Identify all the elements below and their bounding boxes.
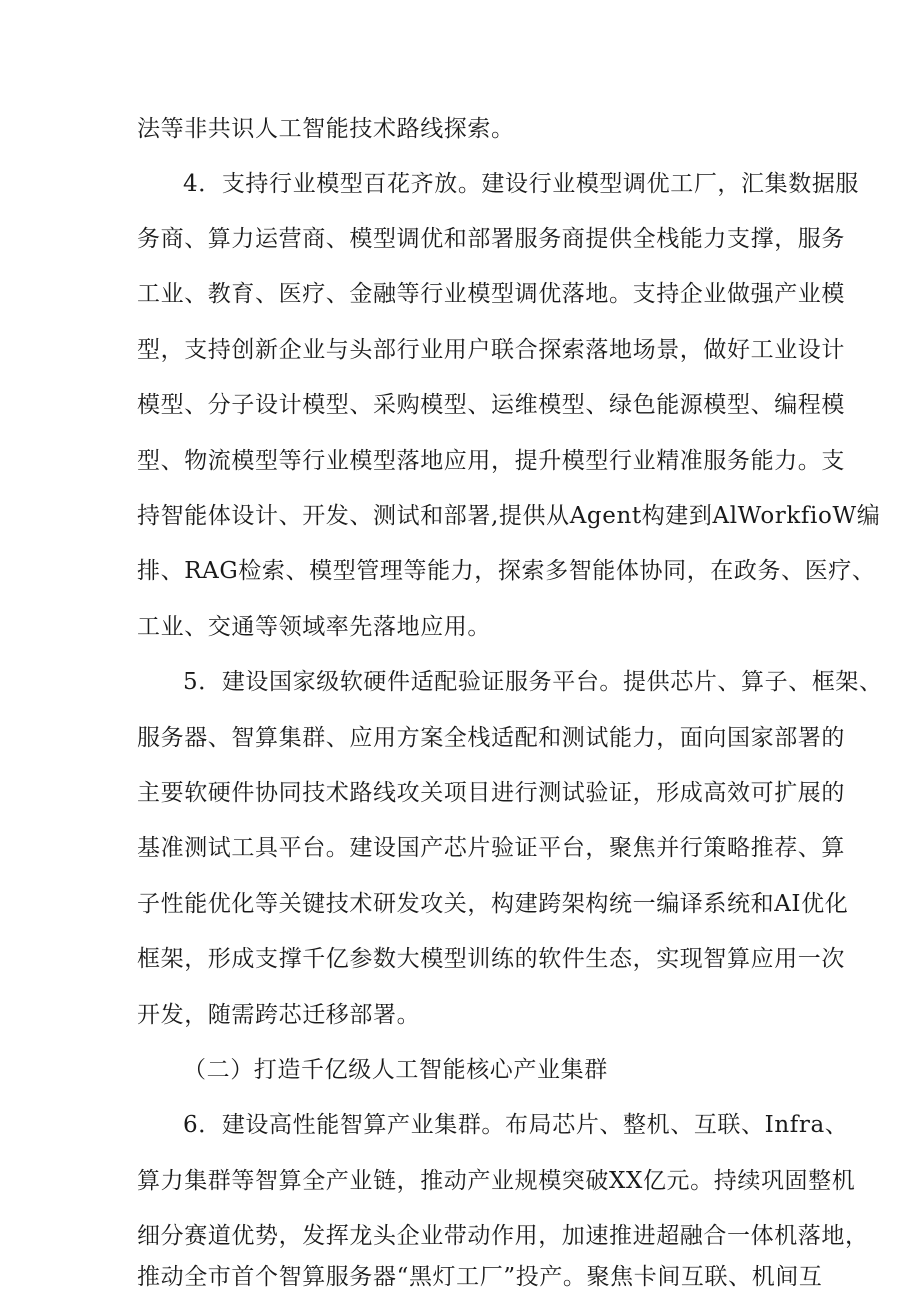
text-line: 主要软硬件协同技术路线攻关项目进行测试验证，形成高效可扩展的	[137, 780, 845, 806]
text-line: 细分赛道优势，发挥龙头企业带动作用，加速推进超融合一体机落地，	[137, 1223, 869, 1249]
text-line: 子性能优化等关键技术研发攻关，构建跨架构统一编译系统和AI优化	[137, 891, 849, 917]
text-line: 法等非共识人工智能技术路线探索。	[137, 116, 515, 142]
text-line: 服务器、智算集群、应用方案全栈适配和测试能力，面向国家部署的	[137, 725, 845, 751]
text-line: 开发，随需跨芯迁移部署。	[137, 1002, 421, 1028]
text-line: 持智能体设计、开发、测试和部署,提供从Agent构建到AlWorkfioW编	[137, 503, 881, 529]
text-line: 推动全市首个智算服务器“黑灯工厂”投产。聚焦卡间互联、机间互	[137, 1264, 823, 1290]
paragraph-5-line-1: 5．建设国家级软硬件适配验证服务平台。提供芯片、算子、框架、	[183, 669, 883, 695]
section-heading: （二）打造千亿级人工智能核心产业集群	[183, 1057, 608, 1083]
text-line: 工业、教育、医疗、金融等行业模型调优落地。支持企业做强产业模	[137, 281, 845, 307]
text-line: 务商、算力运营商、模型调优和部署服务商提供全栈能力支撑，服务	[137, 226, 845, 252]
text-line: 工业、交通等领域率先落地应用。	[137, 614, 491, 640]
text-line: 型，支持创新企业与头部行业用户联合探索落地场景，做好工业设计	[137, 337, 845, 363]
text-line: 框架，形成支撑千亿参数大模型训练的软件生态，实现智算应用一次	[137, 946, 845, 972]
text-line: 模型、分子设计模型、采购模型、运维模型、绿色能源模型、编程模	[137, 392, 845, 418]
text-line: 型、物流模型等行业模型落地应用，提升模型行业精准服务能力。支	[137, 448, 845, 474]
text-line: 算力集群等智算全产业链，推动产业规模突破XX亿元。持续巩固整机	[137, 1168, 856, 1194]
paragraph-4-line-1: 4．支持行业模型百花齐放。建设行业模型调优工厂，汇集数据服	[183, 171, 860, 197]
text-line: 基准测试工具平台。建设国产芯片验证平台，聚焦并行策略推荐、算	[137, 835, 845, 861]
paragraph-6-line-1: 6．建设高性能智算产业集群。布局芯片、整机、互联、Infra、	[183, 1112, 849, 1138]
text-line: 排、RAG检索、模型管理等能力，探索多智能体协同，在政务、医疗、	[137, 558, 876, 584]
